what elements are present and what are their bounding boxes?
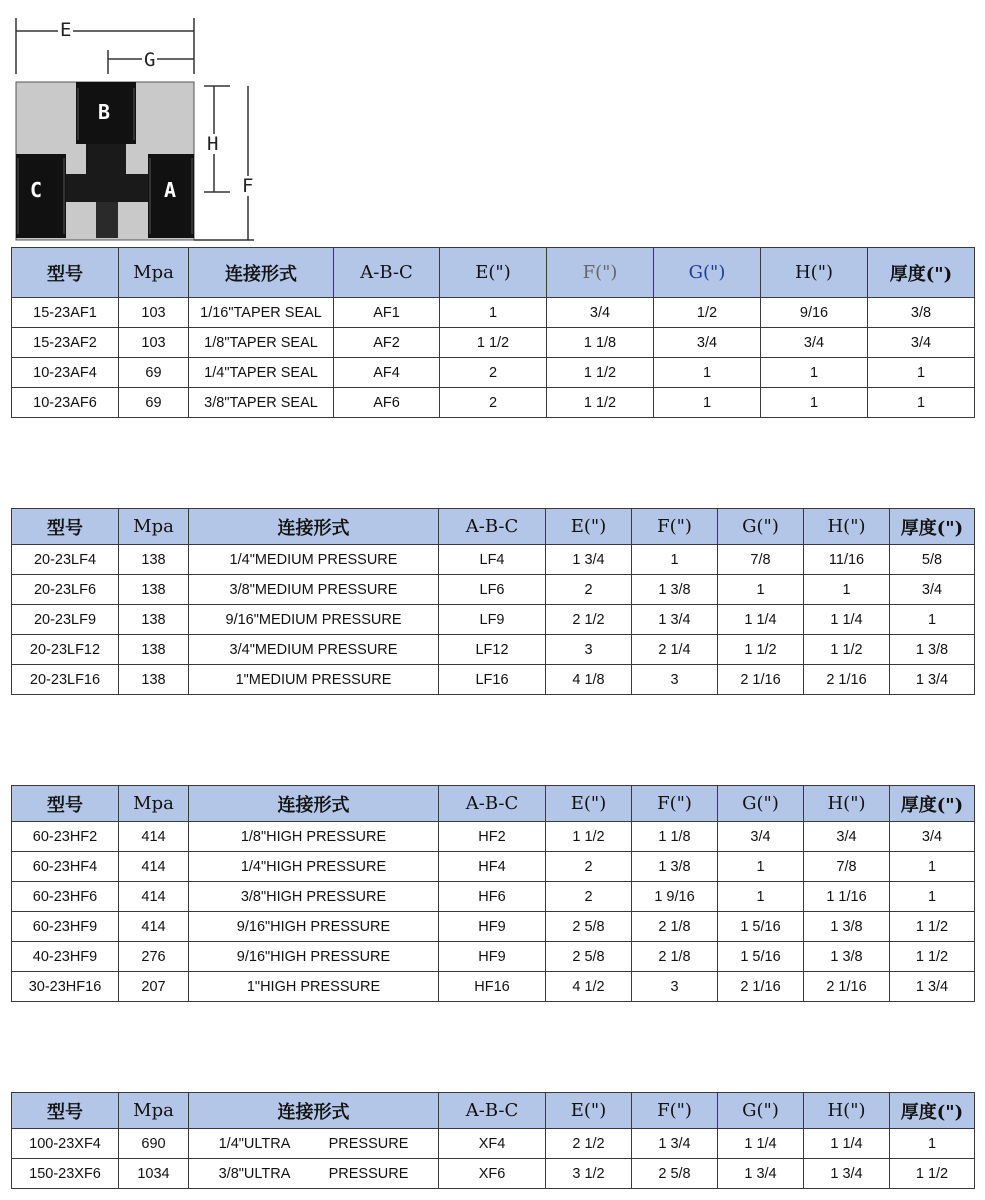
cell-model: 100-23XF4 [12, 1129, 119, 1159]
cell-thickness: 1 1/2 [890, 942, 975, 972]
cell-g: 1 [718, 575, 804, 605]
header-abc: A-B-C [334, 248, 440, 298]
cell-abc: XF6 [439, 1159, 546, 1189]
header-h: H(") [761, 248, 868, 298]
cell-model: 60-23HF6 [12, 882, 119, 912]
cell-h: 2 1/16 [804, 972, 890, 1002]
cell-g: 1 1/2 [718, 635, 804, 665]
cell-h: 1 3/8 [804, 942, 890, 972]
header-h: H(") [804, 1093, 890, 1129]
cell-abc: HF16 [439, 972, 546, 1002]
cell-e: 2 [546, 882, 632, 912]
cell-e: 3 1/2 [546, 1159, 632, 1189]
cell-abc: HF6 [439, 882, 546, 912]
cell-mpa: 207 [119, 972, 189, 1002]
cell-g: 1 1/4 [718, 605, 804, 635]
cell-f: 1 3/8 [632, 852, 718, 882]
table-row [12, 328, 975, 358]
cell-thickness: 1 [890, 852, 975, 882]
header-abc: A-B-C [439, 509, 546, 545]
cell-model: 30-23HF16 [12, 972, 119, 1002]
cell-connection: 1/4"MEDIUM PRESSURE [189, 545, 439, 575]
cell-model: 10-23AF4 [12, 358, 119, 388]
cell-mpa: 690 [119, 1129, 189, 1159]
cell-f: 2 5/8 [632, 1159, 718, 1189]
cell-mpa: 414 [119, 822, 189, 852]
dimension-label-g: G [144, 49, 156, 71]
cell-e: 3 [546, 635, 632, 665]
cell-g: 1 3/4 [718, 1159, 804, 1189]
cell-g: 7/8 [718, 545, 804, 575]
connection-type: PRESSURE [328, 1135, 409, 1152]
cell-h: 7/8 [804, 852, 890, 882]
cell-h: 9/16 [761, 298, 868, 328]
cell-thickness: 3/8 [868, 298, 975, 328]
cell-g: 3/4 [718, 822, 804, 852]
cell-h: 1 1/4 [804, 605, 890, 635]
cell-model: 20-23LF16 [12, 665, 119, 695]
port-label-b: B [98, 100, 111, 124]
table-header-row [12, 1093, 975, 1129]
cell-connection [189, 1129, 439, 1159]
header-g: G(") [718, 786, 804, 822]
cell-connection: 3/8"HIGH PRESSURE [189, 882, 439, 912]
header-e: E(") [546, 1093, 632, 1129]
cell-g: 1 [718, 882, 804, 912]
cell-mpa: 103 [119, 298, 189, 328]
cell-f: 2 1/8 [632, 942, 718, 972]
cell-e: 4 1/8 [546, 665, 632, 695]
cell-model: 20-23LF9 [12, 605, 119, 635]
cell-model: 150-23XF6 [12, 1159, 119, 1189]
cell-thickness: 1 3/4 [890, 665, 975, 695]
cell-mpa: 69 [119, 358, 189, 388]
cell-f: 3/4 [547, 298, 654, 328]
cell-abc: HF9 [439, 912, 546, 942]
cell-g: 1 [654, 388, 761, 418]
cell-h: 1 1/16 [804, 882, 890, 912]
header-connection: 连接形式 [189, 1093, 439, 1129]
cell-e: 2 [546, 852, 632, 882]
connection-type: PRESSURE [328, 1165, 409, 1182]
cell-thickness: 1 [890, 1129, 975, 1159]
cell-g: 1 5/16 [718, 942, 804, 972]
cell-thickness: 3/4 [890, 575, 975, 605]
cell-mpa: 69 [119, 388, 189, 418]
dimension-label-e: E [60, 19, 72, 41]
header-mpa: Mpa [119, 248, 189, 298]
table-header-row [12, 786, 975, 822]
cell-abc: XF4 [439, 1129, 546, 1159]
cell-g: 1 [654, 358, 761, 388]
header-model: 型号 [12, 509, 119, 545]
header-connection: 连接形式 [189, 509, 439, 545]
cell-g: 1/2 [654, 298, 761, 328]
cell-abc: LF9 [439, 605, 546, 635]
header-abc: A-B-C [439, 1093, 546, 1129]
header-g: G(") [718, 1093, 804, 1129]
cell-h: 1 3/8 [804, 912, 890, 942]
cell-mpa: 138 [119, 665, 189, 695]
cell-e: 2 [440, 388, 547, 418]
cell-f: 2 1/4 [632, 635, 718, 665]
cell-g: 1 5/16 [718, 912, 804, 942]
cell-connection [189, 1159, 439, 1189]
cell-f: 1 3/8 [632, 575, 718, 605]
table-row [12, 942, 975, 972]
cell-e: 2 5/8 [546, 942, 632, 972]
cell-mpa: 414 [119, 882, 189, 912]
cell-mpa: 138 [119, 635, 189, 665]
table-row [12, 665, 975, 695]
spec-table-medium-pressure [11, 508, 975, 695]
cell-model: 20-23LF6 [12, 575, 119, 605]
header-thickness: 厚度(") [890, 786, 975, 822]
port-label-c: C [30, 178, 43, 202]
header-h: H(") [804, 786, 890, 822]
cell-g: 1 [718, 852, 804, 882]
header-e: E(") [440, 248, 547, 298]
cell-e: 2 [546, 575, 632, 605]
cell-abc: AF1 [334, 298, 440, 328]
header-connection: 连接形式 [189, 248, 334, 298]
cell-thickness: 1 [890, 882, 975, 912]
table-row [12, 605, 975, 635]
cell-e: 2 [440, 358, 547, 388]
cell-model: 60-23HF4 [12, 852, 119, 882]
header-model: 型号 [12, 1093, 119, 1129]
cell-abc: LF4 [439, 545, 546, 575]
cell-e: 1 1/2 [440, 328, 547, 358]
header-f: F(") [547, 248, 654, 298]
cell-h: 3/4 [761, 328, 868, 358]
cell-f: 1 1/8 [632, 822, 718, 852]
cell-connection: 1/8"TAPER SEAL [189, 328, 334, 358]
cell-abc: AF4 [334, 358, 440, 388]
header-model: 型号 [12, 248, 119, 298]
cell-abc: AF6 [334, 388, 440, 418]
table-row [12, 822, 975, 852]
header-g: G(") [654, 248, 761, 298]
dimension-label-f: F [242, 175, 254, 197]
cell-f: 1 3/4 [632, 1129, 718, 1159]
cell-model: 15-23AF1 [12, 298, 119, 328]
cell-connection: 3/4"MEDIUM PRESSURE [189, 635, 439, 665]
cell-abc: HF2 [439, 822, 546, 852]
table-row [12, 388, 975, 418]
cell-thickness: 3/4 [890, 822, 975, 852]
cell-e: 2 5/8 [546, 912, 632, 942]
cell-model: 15-23AF2 [12, 328, 119, 358]
tee-fitting-diagram [8, 14, 268, 246]
cell-abc: LF16 [439, 665, 546, 695]
cell-thickness: 1 3/4 [890, 972, 975, 1002]
cell-connection: 1/16"TAPER SEAL [189, 298, 334, 328]
cell-f: 1 9/16 [632, 882, 718, 912]
cell-e: 4 1/2 [546, 972, 632, 1002]
cell-connection: 1/4"HIGH PRESSURE [189, 852, 439, 882]
table-header-row [12, 248, 975, 298]
cell-mpa: 103 [119, 328, 189, 358]
spec-table-high-pressure [11, 785, 975, 1002]
table-header-row [12, 509, 975, 545]
cell-thickness: 1 [868, 358, 975, 388]
cell-thickness: 1 [890, 605, 975, 635]
cell-connection: 9/16"HIGH PRESSURE [189, 942, 439, 972]
cell-connection: 1"HIGH PRESSURE [189, 972, 439, 1002]
spec-table-taper-seal [11, 247, 975, 418]
cell-f: 1 1/2 [547, 358, 654, 388]
cell-abc: HF9 [439, 942, 546, 972]
cell-connection: 9/16"MEDIUM PRESSURE [189, 605, 439, 635]
cell-e: 1 [440, 298, 547, 328]
header-e: E(") [546, 786, 632, 822]
cell-model: 10-23AF6 [12, 388, 119, 418]
cell-h: 1 3/4 [804, 1159, 890, 1189]
cell-h: 11/16 [804, 545, 890, 575]
table-row [12, 1129, 975, 1159]
table-row [12, 545, 975, 575]
table-row [12, 912, 975, 942]
cell-e: 1 1/2 [546, 822, 632, 852]
cell-connection: 3/8"TAPER SEAL [189, 388, 334, 418]
table-row [12, 852, 975, 882]
table-row [12, 575, 975, 605]
header-g: G(") [718, 509, 804, 545]
header-model: 型号 [12, 786, 119, 822]
cell-model: 60-23HF2 [12, 822, 119, 852]
cell-f: 1 1/8 [547, 328, 654, 358]
cell-h: 1 [804, 575, 890, 605]
cell-abc: AF2 [334, 328, 440, 358]
header-connection: 连接形式 [189, 786, 439, 822]
cell-model: 20-23LF12 [12, 635, 119, 665]
cell-mpa: 138 [119, 605, 189, 635]
port-label-a: A [164, 178, 177, 202]
cell-f: 3 [632, 665, 718, 695]
header-f: F(") [632, 509, 718, 545]
cell-f: 2 1/8 [632, 912, 718, 942]
dimension-label-h: H [207, 133, 219, 155]
header-f: F(") [632, 786, 718, 822]
cell-f: 1 3/4 [632, 605, 718, 635]
tee-fitting-drawing [8, 14, 268, 246]
cell-h: 1 [761, 358, 868, 388]
cell-e: 2 1/2 [546, 1129, 632, 1159]
header-f: F(") [632, 1093, 718, 1129]
cell-abc: LF6 [439, 575, 546, 605]
cell-connection: 1/8"HIGH PRESSURE [189, 822, 439, 852]
header-h: H(") [804, 509, 890, 545]
cell-abc: HF4 [439, 852, 546, 882]
cell-f: 1 [632, 545, 718, 575]
cell-abc: LF12 [439, 635, 546, 665]
header-thickness: 厚度(") [890, 509, 975, 545]
header-e: E(") [546, 509, 632, 545]
spec-table-ultra-pressure [11, 1092, 975, 1189]
header-mpa: Mpa [119, 1093, 189, 1129]
cell-mpa: 276 [119, 942, 189, 972]
cell-thickness: 5/8 [890, 545, 975, 575]
table-row [12, 635, 975, 665]
table-row [12, 972, 975, 1002]
cell-e: 1 3/4 [546, 545, 632, 575]
cell-h: 1 1/4 [804, 1129, 890, 1159]
header-thickness: 厚度(") [868, 248, 975, 298]
cell-h: 1 1/2 [804, 635, 890, 665]
cell-thickness: 3/4 [868, 328, 975, 358]
table-row [12, 882, 975, 912]
cell-f: 1 1/2 [547, 388, 654, 418]
cell-g: 3/4 [654, 328, 761, 358]
header-mpa: Mpa [119, 786, 189, 822]
cell-connection: 1"MEDIUM PRESSURE [189, 665, 439, 695]
connection-size: 3/8"ULTRA [218, 1165, 291, 1182]
table-row [12, 358, 975, 388]
cell-thickness: 1 [868, 388, 975, 418]
cell-connection: 9/16"HIGH PRESSURE [189, 912, 439, 942]
cell-connection: 1/4"TAPER SEAL [189, 358, 334, 388]
cell-model: 20-23LF4 [12, 545, 119, 575]
cell-mpa: 414 [119, 852, 189, 882]
cell-h: 3/4 [804, 822, 890, 852]
cell-g: 1 1/4 [718, 1129, 804, 1159]
cell-thickness: 1 3/8 [890, 635, 975, 665]
cell-mpa: 414 [119, 912, 189, 942]
cell-mpa: 1034 [119, 1159, 189, 1189]
cell-mpa: 138 [119, 545, 189, 575]
cell-g: 2 1/16 [718, 972, 804, 1002]
cell-model: 40-23HF9 [12, 942, 119, 972]
cell-thickness: 1 1/2 [890, 1159, 975, 1189]
cell-connection: 3/8"MEDIUM PRESSURE [189, 575, 439, 605]
header-mpa: Mpa [119, 509, 189, 545]
cell-thickness: 1 1/2 [890, 912, 975, 942]
header-thickness: 厚度(") [890, 1093, 975, 1129]
header-abc: A-B-C [439, 786, 546, 822]
cell-h: 1 [761, 388, 868, 418]
table-row [12, 298, 975, 328]
connection-size: 1/4"ULTRA [218, 1135, 291, 1152]
table-row [12, 1159, 975, 1189]
cell-f: 3 [632, 972, 718, 1002]
cell-e: 2 1/2 [546, 605, 632, 635]
cell-h: 2 1/16 [804, 665, 890, 695]
cell-mpa: 138 [119, 575, 189, 605]
cell-model: 60-23HF9 [12, 912, 119, 942]
cell-g: 2 1/16 [718, 665, 804, 695]
